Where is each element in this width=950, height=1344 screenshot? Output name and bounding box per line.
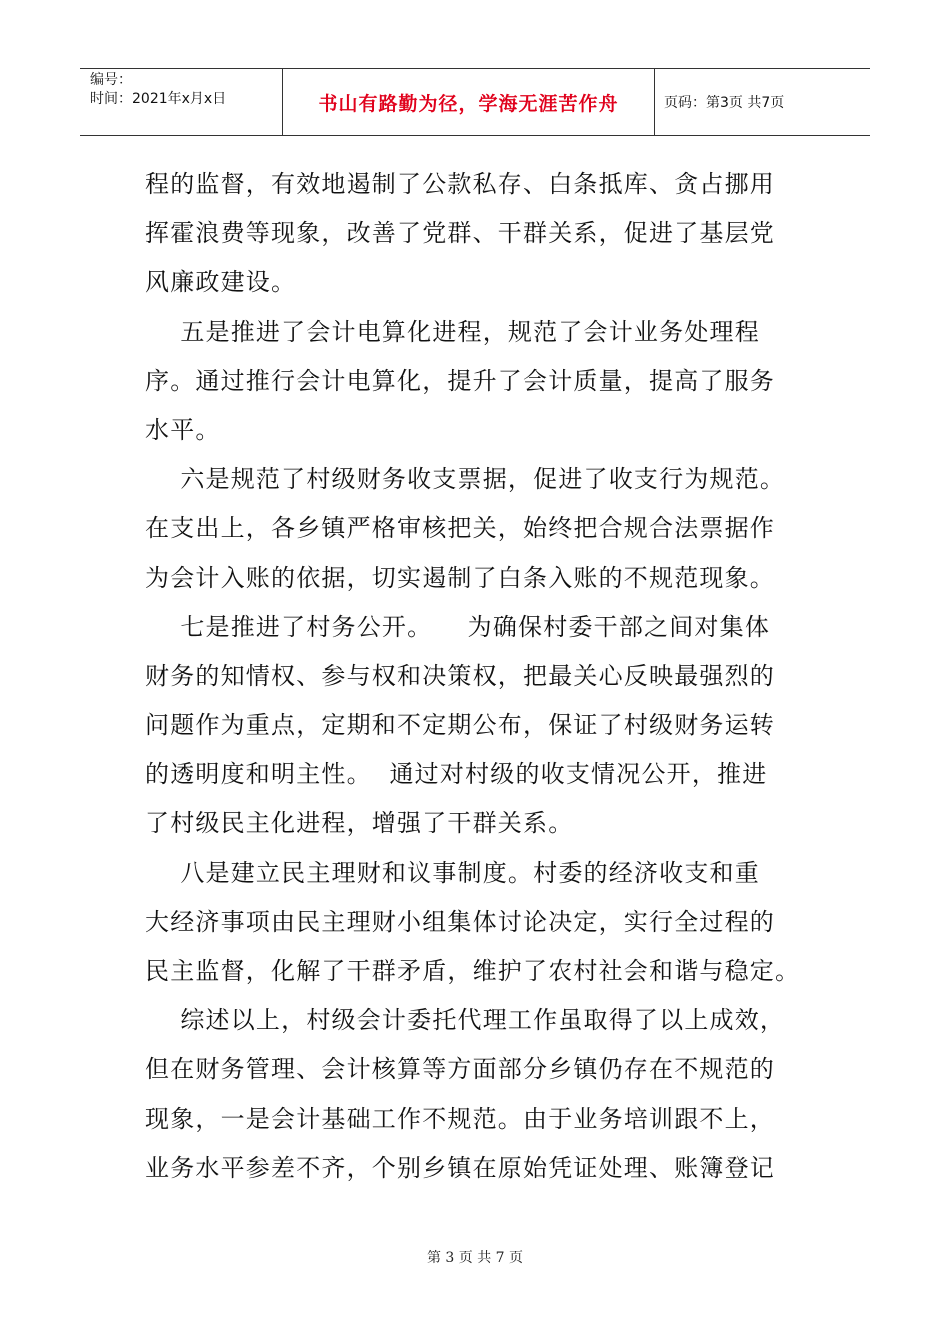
header-page-code: 页码：第3页 共7页 [664,95,785,111]
body-text-line: 财务的知情权、参与权和决策权，把最关心反映最强烈的 [145,661,775,690]
header-info-cell [80,69,283,135]
body-text-line: 序。通过推行会计电算化，提升了会计质量，提高了服务 [145,366,775,395]
page-header [80,68,870,136]
body-text-line: 为会计入账的依据，切实遏制了白条入账的不规范现象。 [145,563,775,592]
document-code-label: 编号： [90,72,132,88]
document-time-label: 时间：2021年x月x日 [90,91,227,107]
body-text-line: 了村级民主化进程，增强了干群关系。 [145,809,574,838]
body-text-line: 大经济事项由民主理财小组集体讨论决定，实行全过程的 [145,907,775,936]
body-text-line: 问题作为重点，定期和不定期公布，保证了村级财务运转 [145,711,775,740]
body-text-line: 但在财务管理、会计核算等方面部分乡镇仍存在不规范的 [145,1055,775,1084]
body-text-line: 五是推进了会计电算化进程，规范了会计业务处理程 [145,317,760,346]
header-motto: 书山有路勤为径，学海无涯苦作舟 [318,92,619,115]
body-text-line: 业务水平参差不齐，个别乡镇在原始凭证处理、账簿登记 [145,1153,775,1182]
page-footer: 第 3 页 共 7 页 [426,1250,524,1266]
body-text-line: 水平。 [145,415,221,444]
body-text-line: 民主监督，化解了干群矛盾，维护了农村社会和谐与稳定。 [145,957,801,985]
body-text-line: 风廉政建设。 [145,268,297,297]
body-text-line: 七是推进了村务公开。 为确保村委干部之间对集体 [145,612,771,641]
body-text-line: 在支出上，各乡镇严格审核把关，始终把合规合法票据作 [145,514,775,543]
body-text-line: 六是规范了村级财务收支票据，促进了收支行为规范。 [145,465,786,494]
body-text-line: 的透明度和明主性。 通过对村级的收支情况公开，推进 [145,760,768,789]
body-text-line: 综述以上，村级会计委托代理工作虽取得了以上成效， [145,1006,786,1035]
header-motto-cell [283,69,655,135]
body-text-line: 程的监督，有效地遏制了公款私存、白条抵库、贪占挪用 [145,170,775,198]
body-text-line: 挥霍浪费等现象，改善了党群、干群关系，促进了基层党 [145,219,775,248]
header-page-cell [655,69,870,135]
body-text-line: 现象，一是会计基础工作不规范。由于业务培训跟不上， [145,1104,775,1133]
document-body [145,160,815,1193]
body-text-line: 八是建立民主理财和议事制度。村委的经济收支和重 [145,858,760,887]
